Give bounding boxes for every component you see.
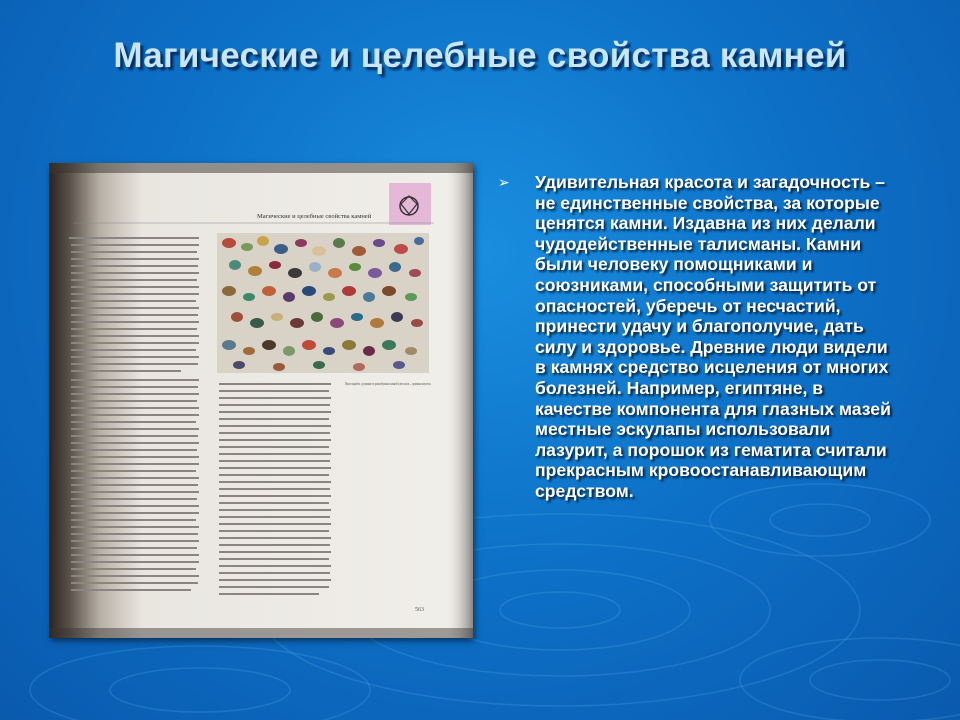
slide-title: Магические и целебные свойства камней: [113, 36, 847, 75]
book-page-number: 563: [415, 607, 424, 613]
chevron-right-arrow-icon: ➢: [498, 175, 510, 191]
book-page-header: Магические и целебные свойства камней: [257, 213, 372, 220]
book-page-photo: [49, 163, 501, 638]
book-page-image: [49, 163, 501, 638]
bullet-item: [493, 172, 893, 502]
bullet-text: Удивительная красота и загадочность – не единственные свойства, за которые ценятся камни. Издавна из них делали чудодейственные талисманы. Камни были человеку помощниками и союзниками, способными защитить от опасностей, уберечь от несчастий, принести удачу и благополучие, дать силу и здоровье. Древние люди видели в камнях средство исцеления от многих болезней. Например, египтяне, в качестве компонента для глазных мазей местные эскулапы использовали лазурит, а порошок из гематита считали прекрасным кровоостанавливающим средством.: [535, 172, 891, 501]
book-page-caption: Жуки-скарабеи, сделанные из разнообразных камней и металлов — признаки амулеты.: [345, 381, 501, 386]
